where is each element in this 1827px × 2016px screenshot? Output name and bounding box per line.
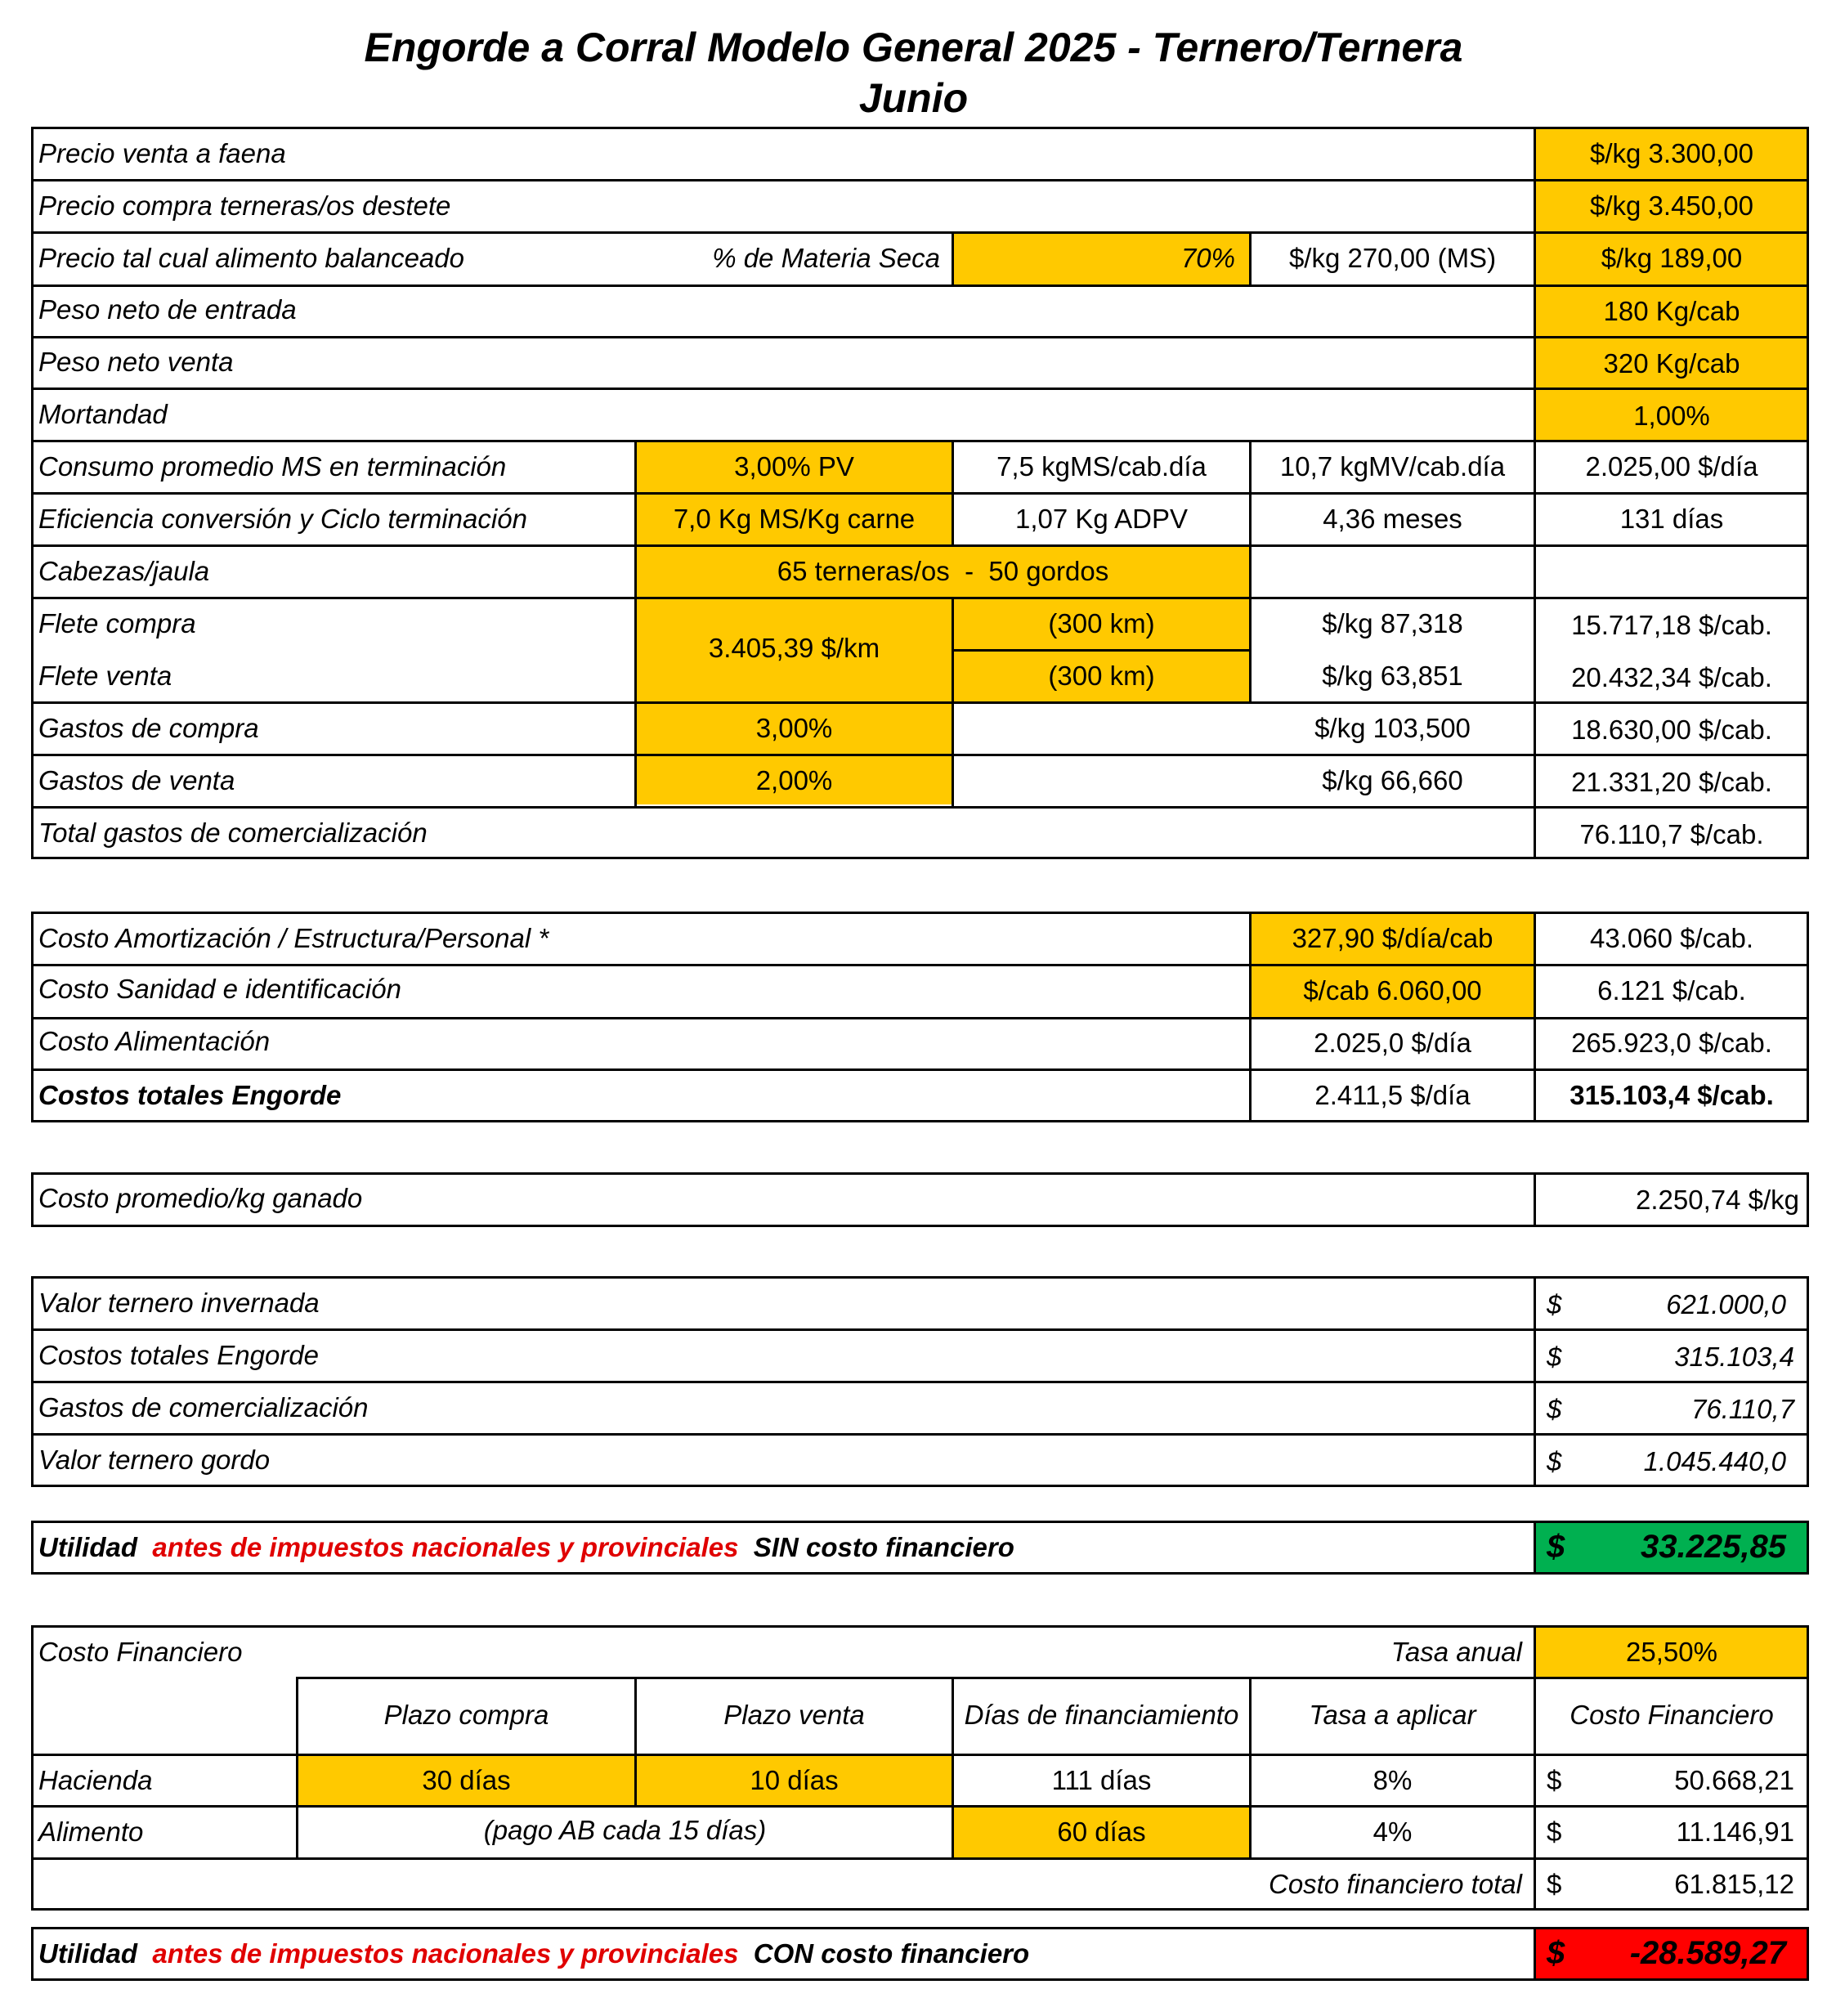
costo-financiero-total-value: 61.815,12 bbox=[1674, 1869, 1794, 1899]
cabezas-value[interactable]: 65 terneras/os - 50 gordos bbox=[777, 556, 1109, 586]
costos-totales-rate: 2.411,5 $/día bbox=[1314, 1080, 1471, 1110]
alimento-costo: 11.146,91 bbox=[1676, 1817, 1794, 1847]
consumo-label: Consumo promedio MS en terminación bbox=[38, 451, 507, 482]
costos-totales-value: 315.103,4 $/cab. bbox=[1570, 1080, 1774, 1110]
costo-financiero-total-currency: $ bbox=[1547, 1869, 1562, 1899]
flete-venta-percab: 20.432,34 $/cab. bbox=[1571, 662, 1772, 692]
valor-invernada-value: 621.000,0 bbox=[1666, 1289, 1786, 1319]
gastos-compra-percab: 18.630,00 $/cab. bbox=[1571, 715, 1772, 745]
precio-alimento-value[interactable]: $/kg 189,00 bbox=[1601, 243, 1743, 273]
utilidad-con-value: -28.589,27 bbox=[1629, 1935, 1786, 1971]
hacienda-costo: 50.668,21 bbox=[1674, 1765, 1794, 1795]
sanidad-rate[interactable]: $/cab 6.060,00 bbox=[1303, 975, 1482, 1006]
eficiencia-adpv: 1,07 Kg ADPV bbox=[1015, 504, 1188, 534]
peso-entrada-value[interactable]: 180 Kg/cab bbox=[1603, 296, 1740, 326]
valor-gordo-label: Valor ternero gordo bbox=[38, 1445, 271, 1475]
valor-gordo-value: 1.045.440,0 bbox=[1643, 1446, 1786, 1476]
valor-invernada-currency: $ bbox=[1547, 1289, 1562, 1319]
alimento-tasa: 4% bbox=[1372, 1817, 1413, 1847]
amortizacion-label: Costo Amortización / Estructura/Personal * bbox=[38, 923, 549, 953]
gastos-venta-label: Gastos de venta bbox=[38, 765, 235, 795]
costos-totales-label: Costos totales Engorde bbox=[38, 1080, 342, 1110]
eficiencia-label: Eficiencia conversión y Ciclo terminación bbox=[38, 504, 527, 534]
gastos-comercializacion-currency: $ bbox=[1547, 1394, 1562, 1424]
alimento-nota: (pago AB cada 15 días) bbox=[483, 1815, 767, 1845]
alimentacion-value: 265.923,0 $/cab. bbox=[1571, 1028, 1772, 1058]
precio-compra-label: Precio compra terneras/os destete bbox=[38, 190, 451, 221]
total-gastos-label: Total gastos de comercialización bbox=[38, 818, 428, 848]
utilidad-con-suffix: CON costo financiero bbox=[753, 1938, 1030, 1969]
alimento-dias[interactable]: 60 días bbox=[1057, 1817, 1146, 1847]
precio-venta-value[interactable]: $/kg 3.300,00 bbox=[1590, 138, 1753, 168]
gastos-compra-perkg: $/kg 103,500 bbox=[1314, 713, 1471, 743]
gastos-compra-label: Gastos de compra bbox=[38, 713, 259, 743]
consumo-kgmv: 10,7 kgMV/cab.día bbox=[1279, 451, 1506, 482]
flete-venta-label: Flete venta bbox=[38, 661, 172, 691]
consumo-costo-dia: 2.025,00 $/día bbox=[1585, 451, 1758, 482]
sanidad-label: Costo Sanidad e identificación bbox=[38, 974, 401, 1004]
header-plazo-venta: Plazo venta bbox=[723, 1700, 865, 1730]
costos-engorde-label: Costos totales Engorde bbox=[38, 1340, 320, 1370]
flete-compra-percab: 15.717,18 $/cab. bbox=[1571, 610, 1772, 640]
total-gastos-value: 76.110,7 $/cab. bbox=[1579, 819, 1764, 849]
utilidad-con-label bbox=[38, 1938, 1029, 1970]
gastos-venta-pct[interactable]: 2,00% bbox=[755, 765, 833, 795]
costo-kg-label: Costo promedio/kg ganado bbox=[38, 1183, 363, 1213]
alimentacion-rate: 2.025,0 $/día bbox=[1314, 1028, 1471, 1058]
valor-gordo-currency: $ bbox=[1547, 1446, 1562, 1476]
utilidad-sin-label bbox=[38, 1531, 1014, 1564]
financiero-label: Costo Financiero bbox=[38, 1637, 243, 1667]
hacienda-dias: 111 días bbox=[1051, 1765, 1152, 1795]
hacienda-tasa: 8% bbox=[1372, 1765, 1413, 1795]
costo-kg-value: 2.250,74 $/kg bbox=[1636, 1185, 1799, 1215]
utilidad-sin-value: 33.225,85 bbox=[1641, 1529, 1786, 1565]
peso-entrada-label: Peso neto de entrada bbox=[38, 294, 297, 325]
costo-financiero-total-label: Costo financiero total bbox=[1268, 1869, 1522, 1899]
flete-venta-km[interactable]: (300 km) bbox=[1048, 661, 1155, 691]
sanidad-value: 6.121 $/cab. bbox=[1597, 975, 1746, 1006]
eficiencia-conversion[interactable]: 7,0 Kg MS/Kg carne bbox=[673, 504, 916, 534]
mortandad-label: Mortandad bbox=[38, 399, 168, 429]
precio-ms: $/kg 270,00 (MS) bbox=[1288, 243, 1497, 273]
alimento-label: Alimento bbox=[38, 1817, 144, 1847]
hacienda-plazo-venta[interactable]: 10 días bbox=[750, 1765, 839, 1795]
materia-seca-value[interactable]: 70% bbox=[1180, 243, 1235, 273]
utilidad-con-prefix: Utilidad bbox=[38, 1938, 137, 1969]
precio-compra-value[interactable]: $/kg 3.450,00 bbox=[1590, 190, 1753, 221]
gastos-venta-perkg: $/kg 66,660 bbox=[1322, 765, 1463, 795]
page-subtitle: Junio bbox=[858, 75, 969, 121]
flete-venta-perkg: $/kg 63,851 bbox=[1322, 661, 1463, 691]
utilidad-sin-middle: antes de impuestos nacionales y provinciales bbox=[152, 1532, 739, 1562]
gastos-comercializacion-label: Gastos de comercialización bbox=[38, 1392, 369, 1422]
utilidad-sin-suffix: SIN costo financiero bbox=[753, 1532, 1014, 1562]
ciclo-meses: 4,36 meses bbox=[1323, 504, 1462, 534]
ciclo-dias: 131 días bbox=[1619, 504, 1724, 534]
mortandad-value[interactable]: 1,00% bbox=[1633, 401, 1710, 431]
precio-alimento-label: Precio tal cual alimento balanceado bbox=[38, 243, 464, 273]
materia-seca-label: % de Materia Seca bbox=[712, 243, 940, 273]
precio-venta-label: Precio venta a faena bbox=[38, 138, 286, 168]
peso-venta-label: Peso neto venta bbox=[38, 347, 234, 377]
header-costo-financiero: Costo Financiero bbox=[1570, 1700, 1774, 1730]
valor-invernada-label: Valor ternero invernada bbox=[38, 1288, 320, 1318]
tasa-anual-value[interactable]: 25,50% bbox=[1626, 1637, 1717, 1667]
alimento-currency: $ bbox=[1547, 1817, 1562, 1847]
header-tasa-aplicar: Tasa a aplicar bbox=[1309, 1700, 1476, 1730]
header-plazo-compra: Plazo compra bbox=[383, 1700, 549, 1730]
costos-engorde-value: 315.103,4 bbox=[1674, 1342, 1794, 1372]
page-title: Engorde a Corral Modelo General 2025 - Ternero/Ternera bbox=[364, 25, 1463, 70]
hacienda-label: Hacienda bbox=[38, 1765, 153, 1795]
utilidad-con-middle: antes de impuestos nacionales y provinciales bbox=[152, 1938, 739, 1969]
flete-compra-label: Flete compra bbox=[38, 608, 196, 638]
utilidad-sin-prefix: Utilidad bbox=[38, 1532, 137, 1562]
flete-compra-perkg: $/kg 87,318 bbox=[1322, 608, 1463, 638]
costos-engorde-currency: $ bbox=[1547, 1342, 1562, 1372]
hacienda-currency: $ bbox=[1547, 1765, 1562, 1795]
alimentacion-label: Costo Alimentación bbox=[38, 1026, 271, 1056]
utilidad-sin-currency: $ bbox=[1547, 1529, 1565, 1565]
consumo-pv[interactable]: 3,00% PV bbox=[734, 451, 854, 482]
gastos-comercializacion-value: 76.110,7 bbox=[1690, 1394, 1794, 1424]
peso-venta-value[interactable]: 320 Kg/cab bbox=[1603, 348, 1740, 379]
gastos-compra-pct[interactable]: 3,00% bbox=[755, 713, 833, 743]
consumo-kgms: 7,5 kgMS/cab.día bbox=[996, 451, 1207, 482]
hacienda-plazo-compra[interactable]: 30 días bbox=[422, 1765, 511, 1795]
flete-compra-km[interactable]: (300 km) bbox=[1048, 608, 1155, 638]
amortizacion-rate[interactable]: 327,90 $/día/cab bbox=[1292, 923, 1493, 953]
tasa-anual-label: Tasa anual bbox=[1390, 1637, 1522, 1667]
header-dias-financiamiento: Días de financiamiento bbox=[964, 1700, 1239, 1730]
gastos-venta-percab: 21.331,20 $/cab. bbox=[1571, 767, 1772, 797]
amortizacion-value: 43.060 $/cab. bbox=[1590, 923, 1753, 953]
utilidad-con-currency: $ bbox=[1547, 1935, 1565, 1971]
cabezas-label: Cabezas/jaula bbox=[38, 556, 210, 586]
flete-rate[interactable]: 3.405,39 $/km bbox=[708, 633, 880, 663]
